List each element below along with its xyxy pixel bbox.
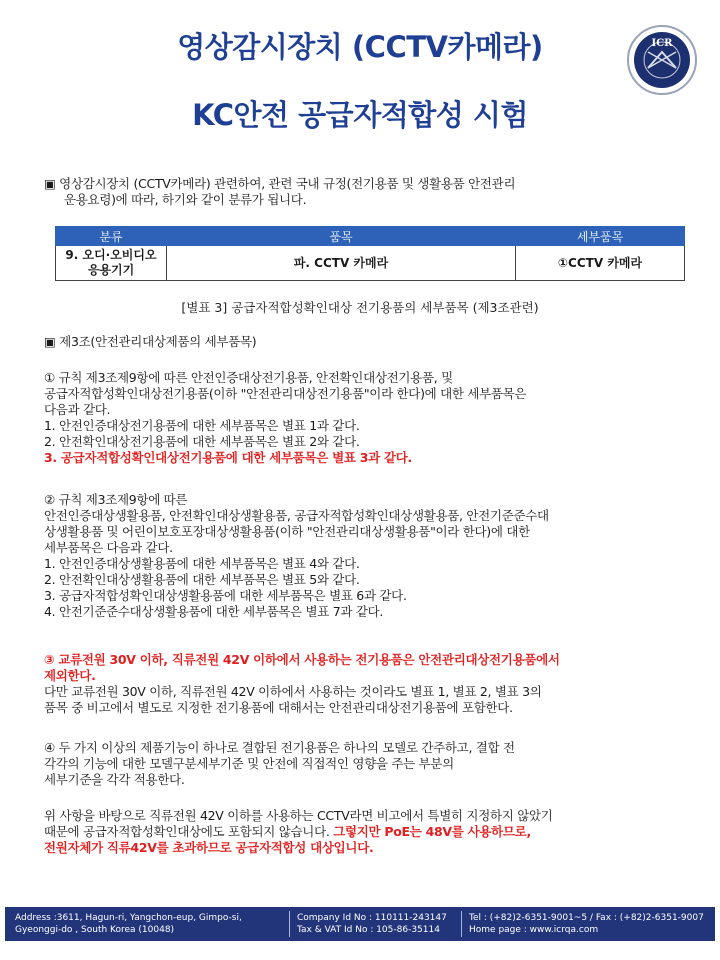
footer-company-line: Tax & VAT Id No : 105-86-35114 [297, 925, 440, 935]
clause-1 [44, 370, 694, 466]
clause-line: 세부기준을 각각 적용한다. [44, 772, 185, 787]
cell-item: 파. CCTV 카메라 [167, 246, 516, 281]
conclusion-highlight: 그렇지만 PoE는 48V를 사용하므로, [333, 824, 531, 839]
page-title-line2: KC안전 공급자적합성 시험 [192, 98, 528, 132]
category-table [55, 226, 685, 281]
clause-highlight: 3. 공급자적합성확인대상전기용품에 대한 세부품목은 별표 3과 같다. [44, 450, 412, 465]
clause-line: 다만 교류전원 30V 이하, 직류전원 42V 이하에서 사용하는 것이라도 별표 1, 별표 2, 별표 3의 [44, 684, 542, 699]
footer-bar [5, 907, 715, 941]
clause-highlight: ③ 교류전원 30V 이하, 직류전원 42V 이하에서 사용하는 전기용품은 안전관리대상전기용품에서 [44, 652, 560, 667]
clause-2 [44, 492, 694, 620]
clause-line: 공급자적합성확인대상전기용품(이하 "안전관리대상전기용품"이라 한다)에 대한 세부품목은 [44, 386, 527, 401]
cell-category [56, 246, 167, 281]
clause-line: ④ 두 가지 이상의 제품기능이 하나로 결합된 전기용품은 하나의 모델로 간주하고, 결합 전 [44, 740, 515, 755]
intro-line: ▣ 영상감시장치 (CCTV카메라) 관련하여, 관련 국내 규정(전기용품 및 생활용품 안전관리 [44, 176, 516, 191]
clause-line: 각각의 기능에 대한 모델구분세부기준 및 안전에 직접적인 영향을 주는 부분의 [44, 756, 454, 771]
footer-contact-line: Tel : (+82)2-6351-9001~5 / Fax : (+82)2-6351-9007 [469, 913, 704, 923]
clause-3 [44, 652, 694, 716]
category-line: 응용기기 [87, 263, 135, 277]
table-caption: [별표 3] 공급자적합성확인대상 전기용품의 세부품목 (제3조관련) [181, 300, 539, 315]
clause-line: 다음과 같다. [44, 402, 111, 417]
page-title-line1: 영상감시장치 (CCTV카메라) [177, 30, 543, 64]
clause-line: 세부품목은 다음과 같다. [44, 540, 173, 555]
footer-address-line: Gyeonggi-do , South Korea (10048) [15, 925, 175, 935]
conclusion-line: 위 사항을 바탕으로 직류전원 42V 이하를 사용하는 CCTV라면 비고에서 특별히 지정하지 않았기 [44, 808, 553, 823]
footer-contact [469, 912, 704, 936]
footer-homepage[interactable]: Home page : www.icrqa.com [469, 925, 599, 935]
footer-company [297, 912, 447, 936]
category-line: 9. 오디·오비디오 [65, 248, 157, 262]
clause-line: 2. 안전확인대상생활용품에 대한 세부품목은 별표 5와 같다. [44, 572, 360, 587]
clause-line: ② 규칙 제3조제9항에 따른 [44, 492, 188, 507]
conclusion-plain: 때문에 공급자적합성확인대상에도 포함되지 않습니다. [44, 824, 334, 839]
clause-line: 1. 안전인증대상생활용품에 대한 세부품목은 별표 4와 같다. [44, 556, 360, 571]
clause-line: ① 규칙 제3조제9항에 따른 안전인증대상전기용품, 안전확인대상전기용품, 및 [44, 370, 453, 385]
clause-line: 3. 공급자적합성확인대상생활용품에 대한 세부품목은 별표 6과 같다. [44, 588, 407, 603]
icr-logo [626, 24, 698, 96]
clause-line: 2. 안전확인대상전기용품에 대한 세부품목은 별표 2와 같다. [44, 434, 360, 449]
footer-divider [289, 911, 290, 937]
clause-highlight: 제외한다. [44, 668, 96, 683]
header-sub-item: 세부품목 [516, 227, 685, 246]
footer-divider [461, 911, 462, 937]
footer-address [15, 912, 242, 936]
clause-line: 상생활용품 및 어린이보호포장대상생활용품(이하 "안전관리대상생활용품"이라 한다)에 대한 [44, 524, 530, 539]
clause-line: 안전인증대상생활용품, 안전확인대상생활용품, 공급자적합성확인대상생활용품, 안전기준준수대 [44, 508, 549, 523]
footer-company-line: Company Id No : 110111-243147 [297, 913, 447, 923]
conclusion [44, 808, 694, 856]
table-row [56, 246, 685, 281]
article-heading-text: ▣ 제3조(안전관리대상제품의 세부품목) [44, 334, 257, 349]
footer-address-line: Address :3611, Hagun-ri, Yangchon-eup, Gimpo-si, [15, 913, 242, 923]
article-heading [44, 334, 694, 350]
intro-paragraph [44, 176, 694, 208]
header-item: 품목 [167, 227, 516, 246]
conclusion-line [44, 824, 694, 840]
clause-line: 품목 중 비고에서 별도로 지정한 전기용품에 대해서는 안전관리대상전기용품에 포함한다. [44, 700, 513, 715]
header-category: 분류 [56, 227, 167, 246]
logo-text: ICR [651, 38, 673, 49]
clause-line: 1. 안전인증대상전기용품에 대한 세부품목은 별표 1과 같다. [44, 418, 360, 433]
clause-4 [44, 740, 694, 788]
conclusion-highlight: 전원자체가 직류42V를 초과하므로 공급자적합성 대상입니다. [44, 840, 374, 855]
clause-line: 4. 안전기준준수대상생활용품에 대한 세부품목은 별표 7과 같다. [44, 604, 384, 619]
table-header-row [56, 227, 685, 246]
cell-sub-item: ①CCTV 카메라 [516, 246, 685, 281]
intro-line: 운용요령)에 따라, 하기와 같이 분류가 됩니다. [64, 192, 307, 207]
